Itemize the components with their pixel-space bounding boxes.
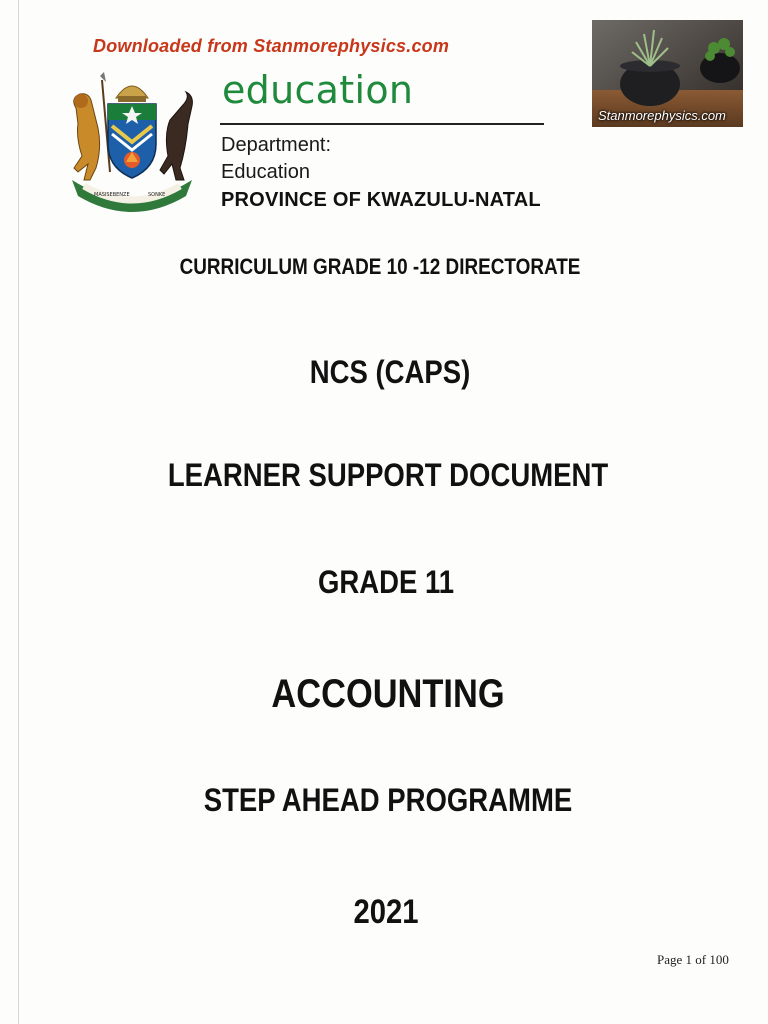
subject-title: ACCOUNTING (271, 672, 505, 716)
download-note: Downloaded from Stanmorephysics.com (93, 36, 450, 56)
directorate-title: CURRICULUM GRADE 10 -12 DIRECTORATE (179, 254, 581, 279)
department-label: Department: (221, 134, 332, 156)
document-type-title: LEARNER SUPPORT DOCUMENT (167, 457, 609, 493)
curriculum-title: NCS (CAPS) (309, 354, 471, 390)
crest-motto-right: SONKE (148, 192, 166, 198)
grade-title: GRADE 11 (317, 564, 455, 600)
year-title: 2021 (353, 893, 419, 931)
province-name: PROVINCE OF KWAZULU-NATAL (221, 189, 541, 211)
coat-of-arms-icon (62, 68, 202, 218)
logo-divider (220, 123, 544, 125)
page-number: Page 1 of 100 (657, 952, 729, 967)
logo-word: education (222, 68, 414, 112)
crest-motto-left: MASISEBENZE (94, 192, 130, 198)
plant-photo (592, 20, 743, 127)
photo-watermark: Stanmorephysics.com (598, 108, 726, 123)
page-edge (18, 0, 19, 1024)
department-name: Education (221, 161, 310, 183)
programme-title: STEP AHEAD PROGRAMME (203, 782, 573, 818)
